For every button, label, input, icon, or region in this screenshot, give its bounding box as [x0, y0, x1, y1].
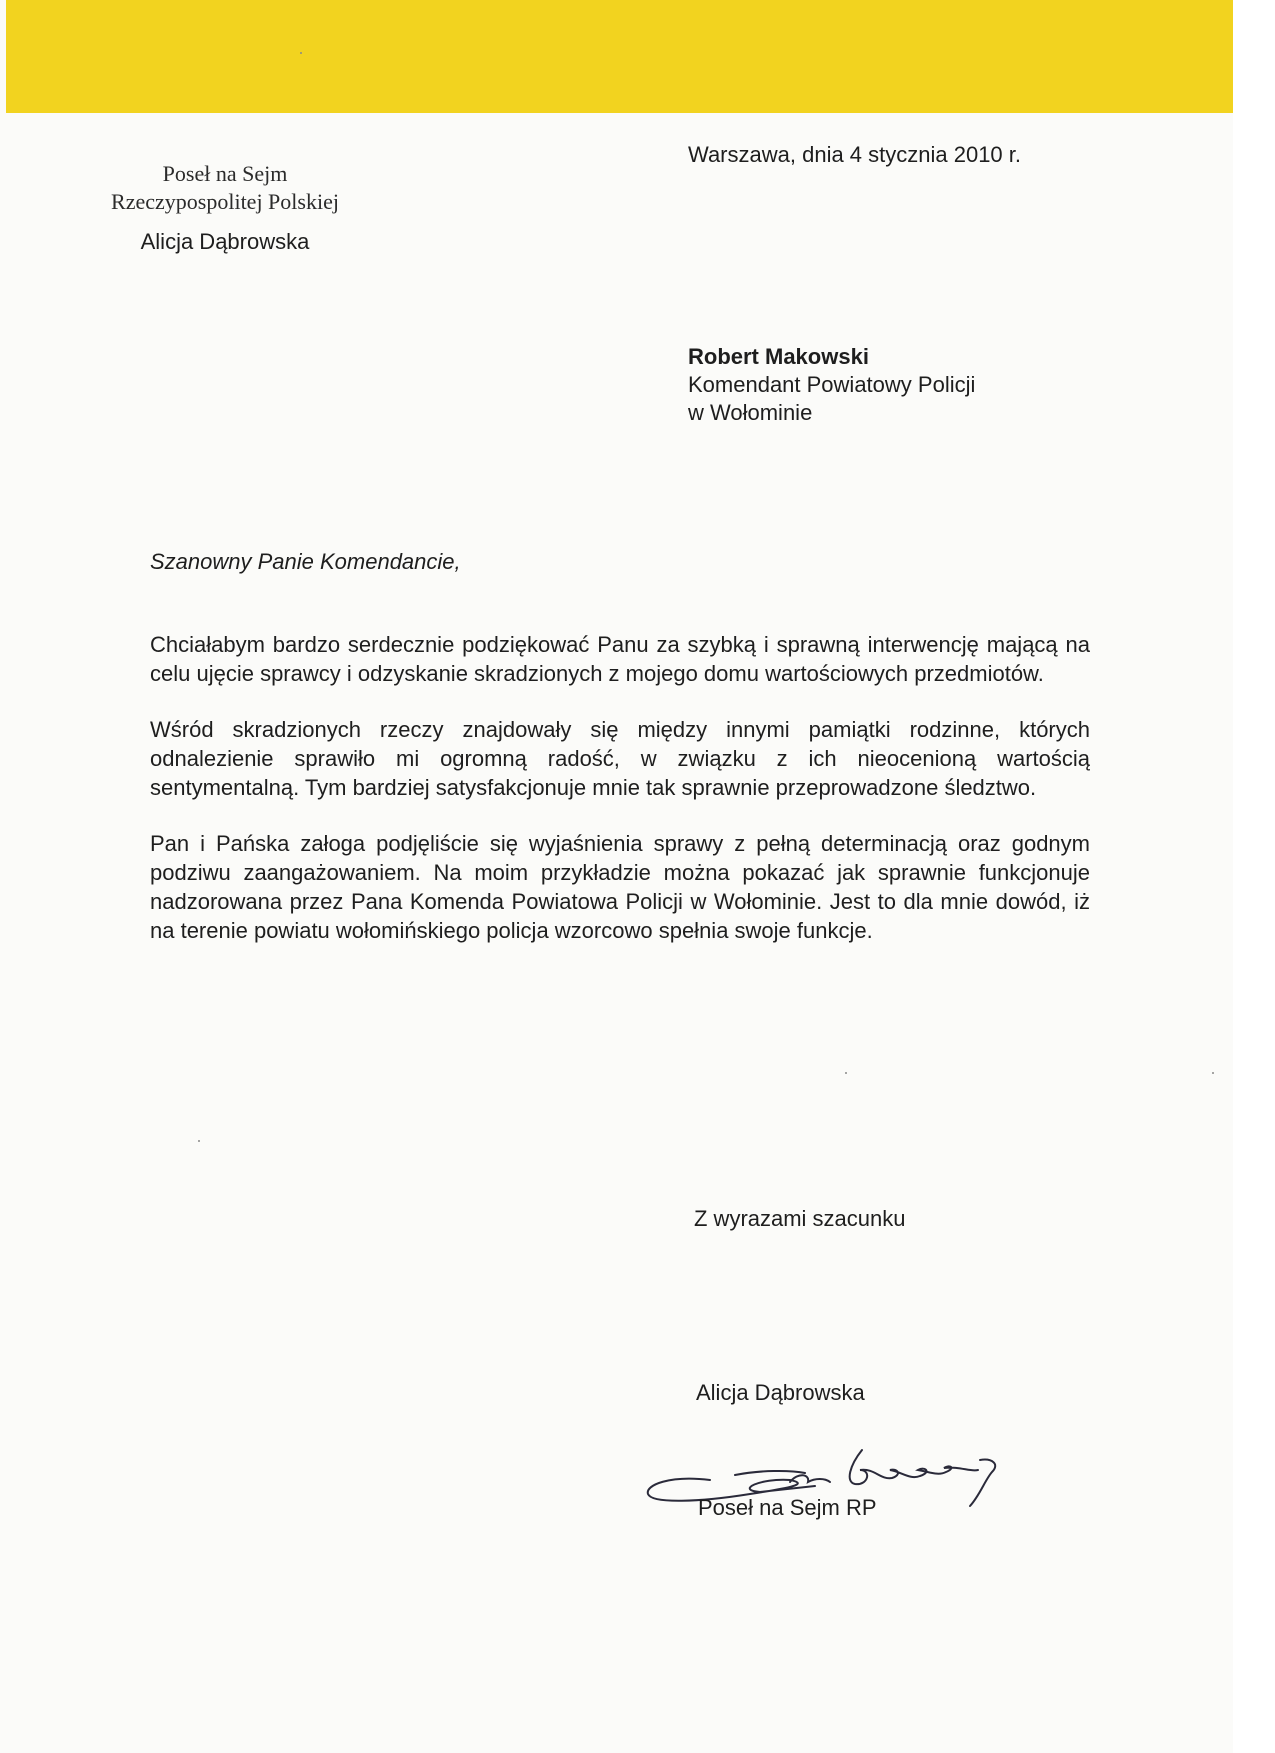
- recipient-location: w Wołominie: [688, 400, 813, 425]
- scan-margin: [1233, 0, 1275, 1753]
- scan-speck: [1212, 1072, 1214, 1074]
- sender-block: [60, 160, 390, 256]
- scan-speck: [845, 1072, 847, 1074]
- scan-speck: [300, 52, 302, 54]
- letter-body: [150, 630, 1090, 972]
- scan-speck: [198, 1140, 200, 1142]
- signer-role: Poseł na Sejm RP: [698, 1495, 877, 1520]
- recipient-name: Robert Makowski: [688, 344, 869, 369]
- recipient-title: Komendant Powiatowy Policji: [688, 372, 976, 397]
- body-paragraph-1: Chciałabym bardzo serdecznie podziękować Panu za szybką i sprawną interwencję mającą na celu ujęcie sprawcy i odzyskanie skradzionych z mojego domu wartościowych przedmiotów.: [150, 632, 1090, 686]
- sender-title-line2: Rzeczypospolitej Polskiej: [111, 189, 339, 214]
- recipient-block: [688, 343, 975, 427]
- closing-phrase: Z wyrazami szacunku: [694, 1206, 906, 1231]
- signer-name: Alicja Dąbrowska: [696, 1380, 865, 1405]
- letterhead-band: [6, 0, 1233, 113]
- letter-date: Warszawa, dnia 4 stycznia 2010 r.: [688, 142, 1022, 167]
- sender-name: Alicja Dąbrowska: [140, 229, 310, 254]
- sender-title-line1: Poseł na Sejm: [162, 161, 288, 186]
- body-paragraph-3: Pan i Pańska załoga podjęliście się wyjaśnienia sprawy z pełną determinacją oraz godnym podziwu zaangażowaniem. Na moim przykładzie można pokazać jak sprawnie funkcjonuje nadzorowana przez Pana Komenda Powiatowa Policji w Wołominie. Jest to dla mnie dowód, iż na terenie powiatu wołomińskiego policja wzorcowo spełnia swoje funkcje.: [150, 831, 1090, 943]
- salutation: Szanowny Panie Komendancie,: [150, 549, 461, 574]
- body-paragraph-2: Wśród skradzionych rzeczy znajdowały się między innymi pamiątki rodzinne, których odnalezienie sprawiło mi ogromną radość, w związku z ich nieocenioną wartością sentymentalną. Tym bardziej satysfakcjonuje mnie tak sprawnie przeprowadzone śledztwo.: [150, 717, 1090, 800]
